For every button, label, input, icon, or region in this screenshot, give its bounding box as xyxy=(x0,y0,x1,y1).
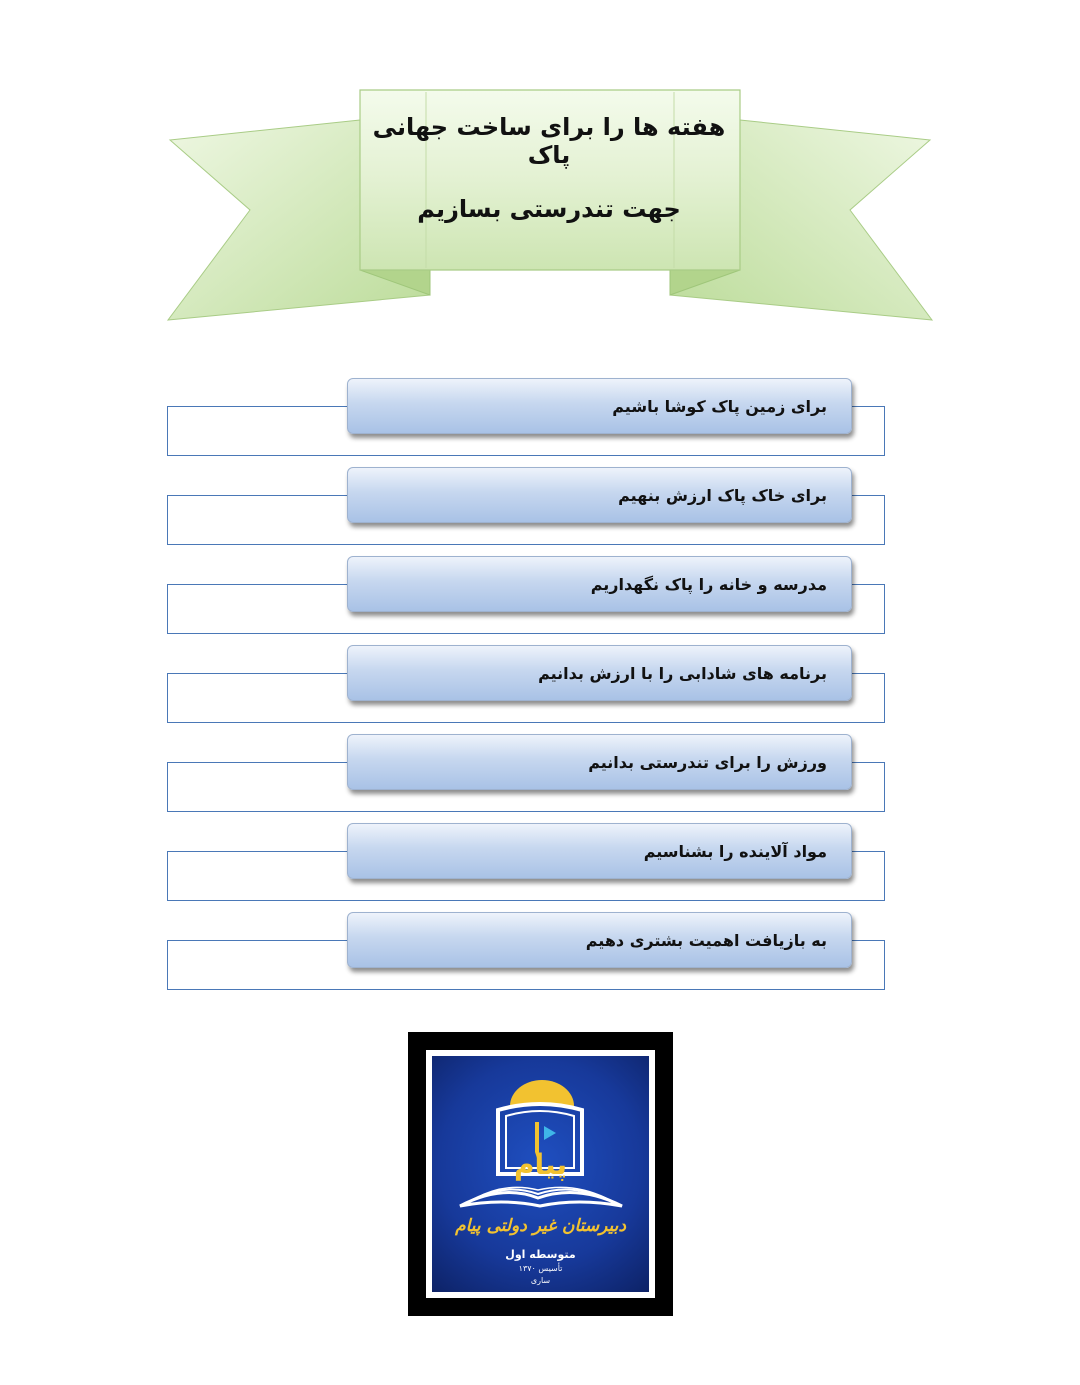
item-text: مواد آلاینده را بشناسیم xyxy=(643,842,827,861)
play-icon xyxy=(544,1126,556,1140)
item-text: برنامه های شادابی را با ارزش بدانیم xyxy=(538,664,827,683)
banner-title-line-2: جهت تندرستی بسازیم xyxy=(417,195,681,223)
list-item xyxy=(0,645,1080,735)
item-card xyxy=(347,912,852,968)
logo-founded-year: تأسیس ۱۳۷۰ xyxy=(518,1264,563,1273)
item-card xyxy=(347,378,852,434)
logo-frame xyxy=(426,1050,655,1298)
item-text: به بازیافت اهمیت بشتری دهیم xyxy=(585,931,827,950)
logo-school-name: دبیرستان غیر دولتی پیام xyxy=(455,1216,626,1236)
item-card xyxy=(347,556,852,612)
logo-background xyxy=(432,1056,649,1292)
item-text: مدرسه و خانه را پاک نگهداریم xyxy=(590,575,827,594)
item-text: ورزش را برای تندرستی بدانیم xyxy=(588,753,827,772)
list-item xyxy=(0,467,1080,557)
item-card xyxy=(347,645,852,701)
item-text: برای زمین پاک کوشا باشیم xyxy=(612,397,827,416)
list-item xyxy=(0,734,1080,824)
item-card xyxy=(347,467,852,523)
list-item xyxy=(0,378,1080,468)
logo-school-level: متوسطه اول xyxy=(505,1248,576,1261)
list-item xyxy=(0,556,1080,646)
item-card xyxy=(347,734,852,790)
item-text: برای خاک پاک ارزش بنهیم xyxy=(618,486,827,505)
item-card xyxy=(347,823,852,879)
list-item xyxy=(0,912,1080,1002)
logo-brand-name: پیام xyxy=(514,1148,567,1181)
logo-city: ساری xyxy=(530,1276,551,1285)
school-logo xyxy=(408,1032,673,1316)
list-item xyxy=(0,823,1080,913)
banner-title-line-1: هفته ها را برای ساخت جهانی پاک xyxy=(372,113,726,169)
